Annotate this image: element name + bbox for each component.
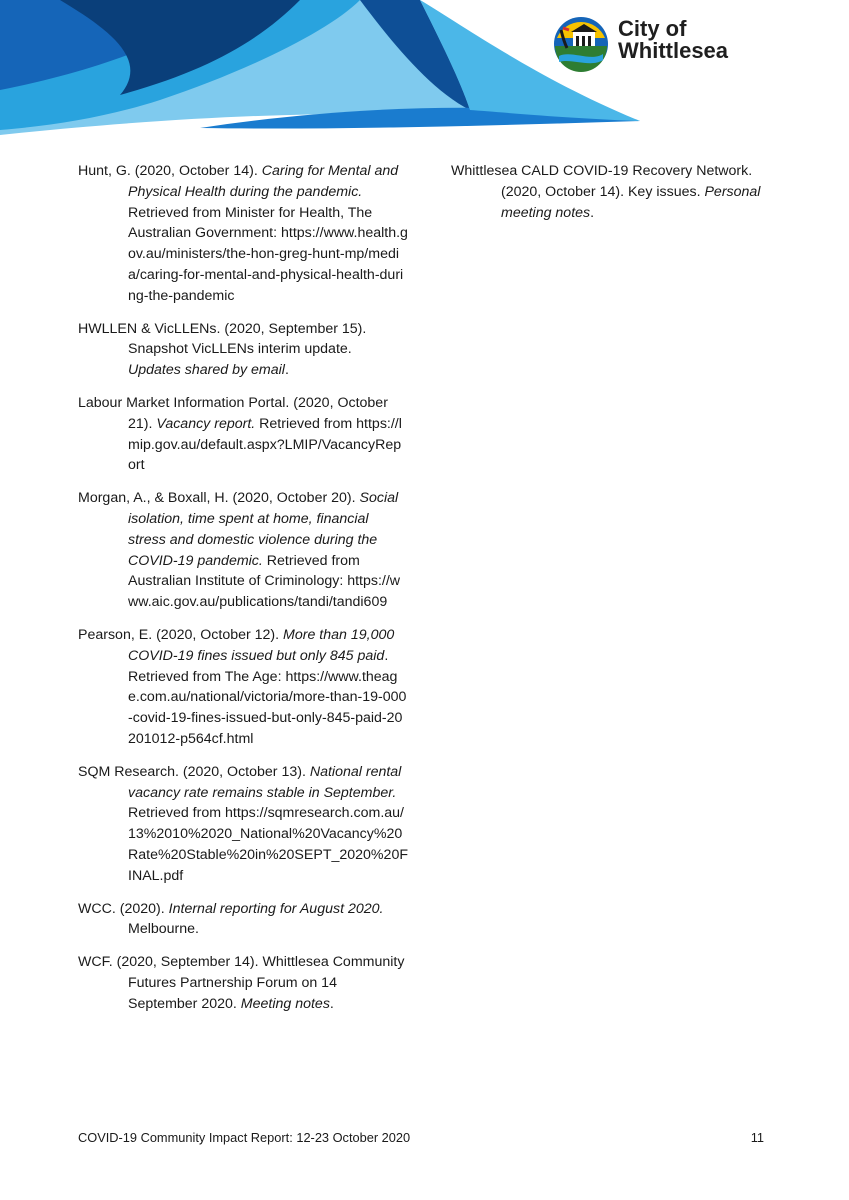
reference-wcf: WCF. (2020, September 14). Whittlesea Community Futures Partnership Forum on 14 September 2020. Meeting notes.: [78, 954, 405, 1012]
reference-url[interactable]: https://lmip.gov.au/default.aspx?LMIP/VacancyReport: [128, 415, 402, 474]
city-of-whittlesea-logo: [553, 16, 733, 74]
reference-pearson: Pearson, E. (2020, October 12). More than 19,000 COVID-19 fines issued but only 845 paid. Retrieved from The Age: https://www.theage.com.au/national/victoria/more-than-19-000-covid-19-fines-issued-but-only-845-paid-20201012-p564cf.html: [78, 626, 407, 747]
reference-wcc: WCC. (2020). Internal reporting for August 2020. Melbourne.: [78, 900, 384, 938]
logo-line-1: City of: [618, 16, 687, 41]
logo-wordmark: [618, 18, 728, 62]
page-number: 11: [750, 1130, 764, 1145]
reference-sqm: SQM Research. (2020, October 13). National rental vacancy rate remains stable in September. Retrieved from https://sqmresearch.com.au/13%2010%2020_National%20Vacancy%20Rate%20Stable%20in%20SEPT_2020%20FINAL.pdf: [78, 763, 408, 884]
reference-url[interactable]: https://www.health.gov.au/ministers/the-hon-greg-hunt-mp/media/caring-for-mental-and-physical-health-during-the-pandemic: [128, 225, 408, 304]
reference-hwllen: HWLLEN & VicLLENs. (2020, September 15). Snapshot VicLLENs interim update. Updates shared by email.: [78, 320, 367, 379]
footer-title: COVID-19 Community Impact Report: 12-23 October 2020: [78, 1130, 411, 1145]
references-right-column: [451, 161, 771, 235]
reference-cald-network: Whittlesea CALD COVID-19 Recovery Network. (2020, October 14). Key issues. Personal meeting notes.: [451, 163, 761, 221]
logo-line-2: Whittlesea: [618, 38, 729, 63]
reference-url[interactable]: https://sqmresearch.com.au/13%2010%2020_National%20Vacancy%20Rate%20Stable%20in%20SEPT_2020%20FINAL.pdf: [128, 805, 408, 884]
reference-url[interactable]: https://www.theage.com.au/national/victoria/more-than-19-000-covid-19-fines-issued-but-only-845-paid-20201012-p564cf.html: [128, 668, 407, 747]
reference-lmip: Labour Market Information Portal. (2020, October 21). Vacancy report. Retrieved from https://lmip.gov.au/default.aspx?LMIP/VacancyReport: [78, 394, 402, 474]
reference-url[interactable]: https://www.aic.gov.au/publications/tandi/tandi609: [128, 573, 401, 611]
logo-emblem-icon: [553, 16, 609, 72]
reference-hunt: Hunt, G. (2020, October 14). Caring for Mental and Physical Health during the pandemic. Retrieved from Minister for Health, The Australian Government: https://www.health.gov.au/ministers/the-hon-greg-hunt-mp/media/caring-for-mental-and-physical-health-during-the-pandemic: [78, 163, 408, 304]
references-left-column: [78, 161, 408, 1026]
reference-morgan: Morgan, A., & Boxall, H. (2020, October 20). Social isolation, time spent at home, financial stress and domestic violence during the COVID-19 pandemic. Retrieved from Australian Institute of Criminology: https://www.aic.gov.au/publications/tandi/tandi609: [78, 490, 401, 611]
